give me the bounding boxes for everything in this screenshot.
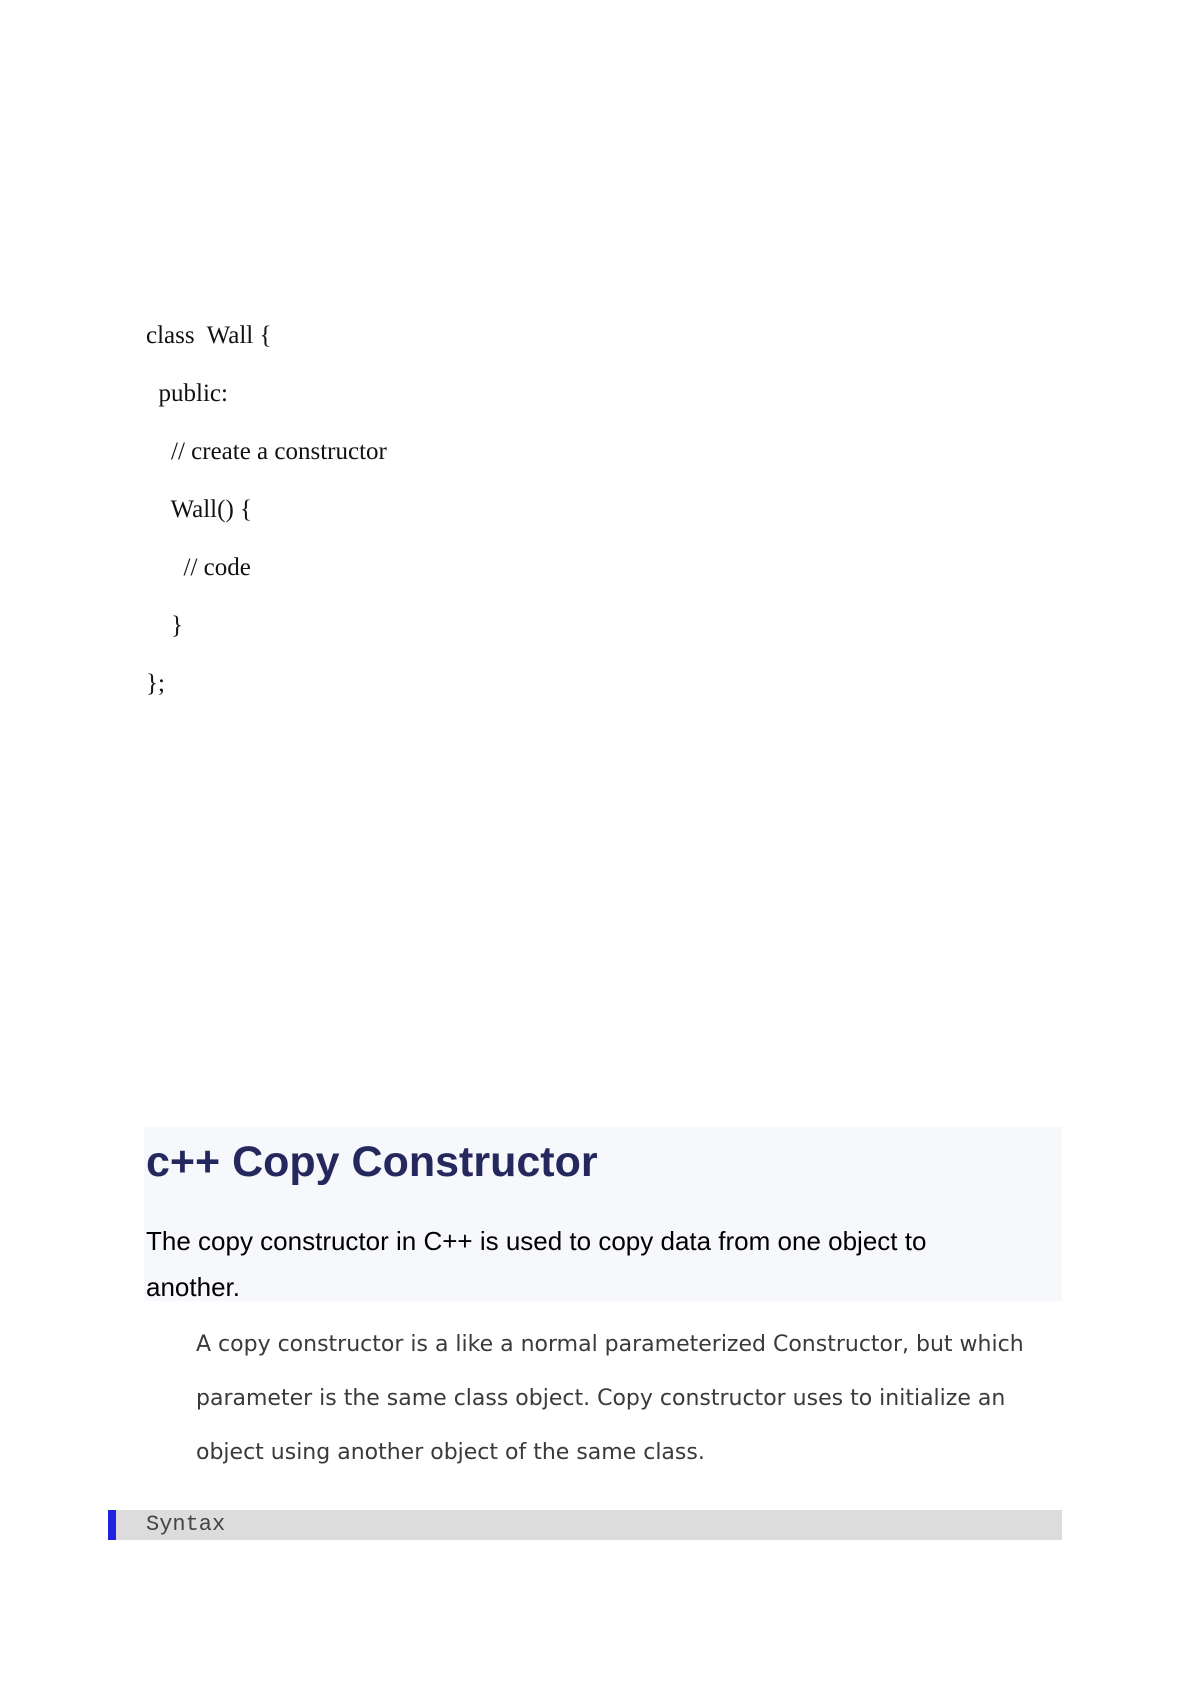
code-line: } (146, 612, 183, 639)
code-line: }; (146, 670, 165, 697)
syntax-accent-marker (108, 1510, 116, 1540)
syntax-label: Syntax (146, 1512, 226, 1537)
section-body-paragraph: A copy constructor is a like a normal parameterized Constructor, but which parameter is the same class object. Copy constructor uses to initialize an object using another object of the same class. (196, 1332, 1024, 1465)
code-line: Wall() { (146, 496, 253, 523)
code-line: public: (146, 380, 228, 407)
section-title: c++ Copy Constructor (146, 1138, 598, 1186)
syntax-bar (108, 1510, 1062, 1540)
section-lead: The copy constructor in C++ is used to copy data from one object to another. (146, 1226, 927, 1302)
code-example (146, 318, 387, 724)
code-line: // code (146, 554, 251, 581)
code-line: class Wall { (146, 322, 272, 349)
code-line: // create a constructor (146, 438, 387, 465)
